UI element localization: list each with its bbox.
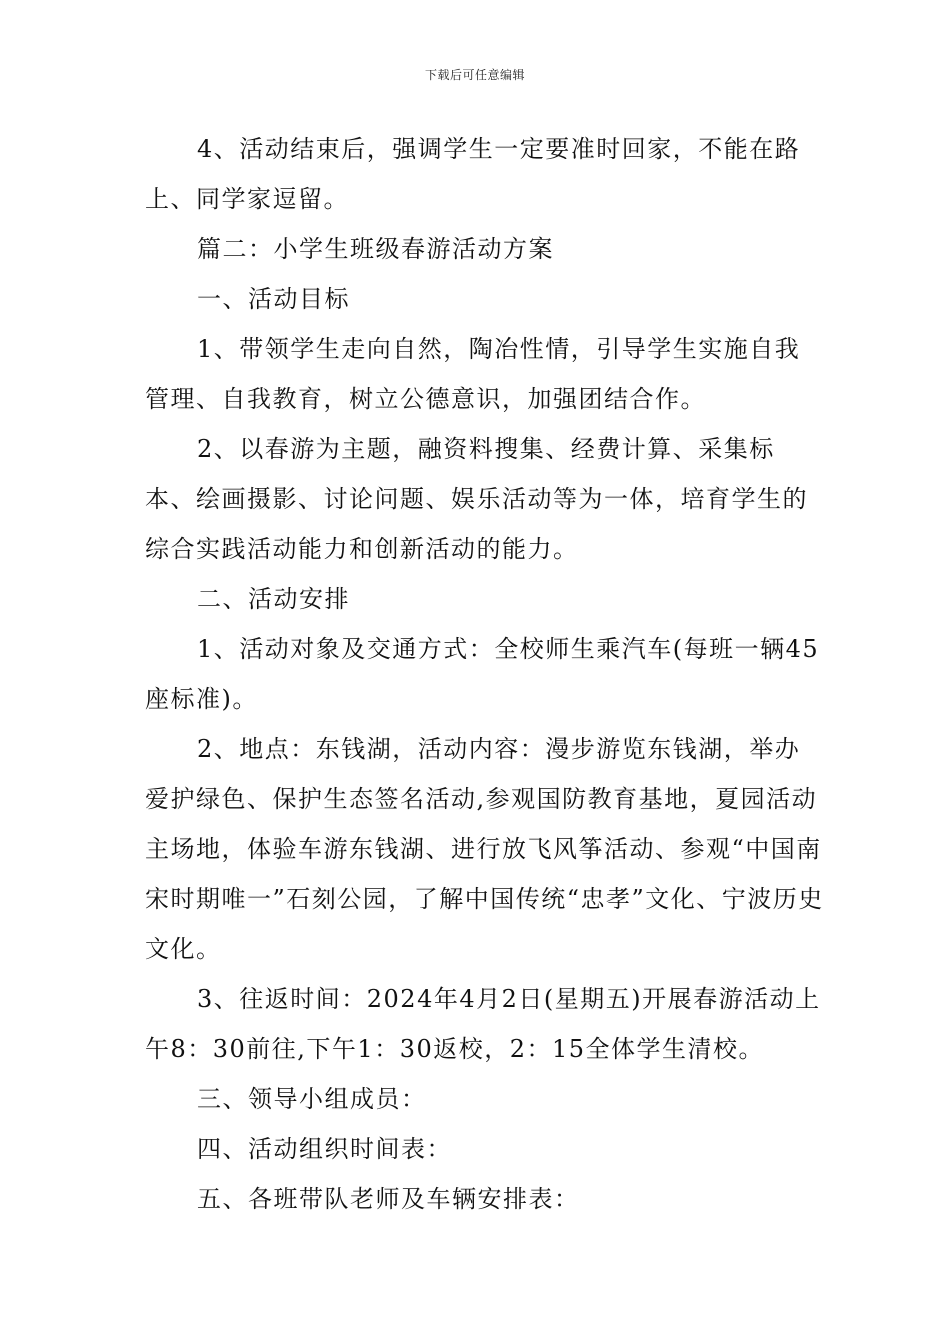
paragraph-schedule-time: 3、往返时间：2024年4月2日(星期五)开展春游活动上午8：30前往,下午1：30返校，2：15全体学生清校。 — [145, 985, 821, 1063]
heading-activity-arrangement: 二、活动安排 — [197, 585, 350, 613]
paragraph-return-home: 4、活动结束后，强调学生一定要准时回家，不能在路上、同学家逗留。 — [145, 135, 801, 213]
paragraph-location: 2、地点：东钱湖，活动内容：漫步游览东钱湖，举办爱护绿色、保护生态签名活动,参观国防教育基地，夏园活动主场地，体验车游东钱湖、进行放飞风筝活动、参观“中国南宋时期唯一”石刻公园，了解中国传统“忠孝”文化、宁波历史文化。 — [145, 735, 824, 963]
paragraph-goal-2: 2、以春游为主题，融资料搜集、经费计算、采集标本、绘画摄影、讨论问题、娱乐活动等为一体，培育学生的综合实践活动能力和创新活动的能力。 — [145, 435, 808, 563]
heading-leadership-group: 三、领导小组成员： — [197, 1085, 427, 1113]
heading-timetable: 四、活动组织时间表： — [197, 1135, 452, 1163]
page-header: 下载后可任意编辑 — [424, 68, 525, 82]
section-title-part-two: 篇二：小学生班级春游活动方案 — [197, 235, 554, 263]
heading-teachers-vehicles: 五、各班带队老师及车辆安排表： — [197, 1185, 580, 1213]
paragraph-goal-1: 1、带领学生走向自然，陶冶性情，引导学生实施自我管理、自我教育，树立公德意识，加强团结合作。 — [145, 335, 801, 413]
document-body — [145, 124, 825, 1224]
heading-activity-goals: 一、活动目标 — [197, 285, 350, 313]
paragraph-transport: 1、活动对象及交通方式：全校师生乘汽车(每班一辆45座标准)。 — [145, 635, 820, 713]
